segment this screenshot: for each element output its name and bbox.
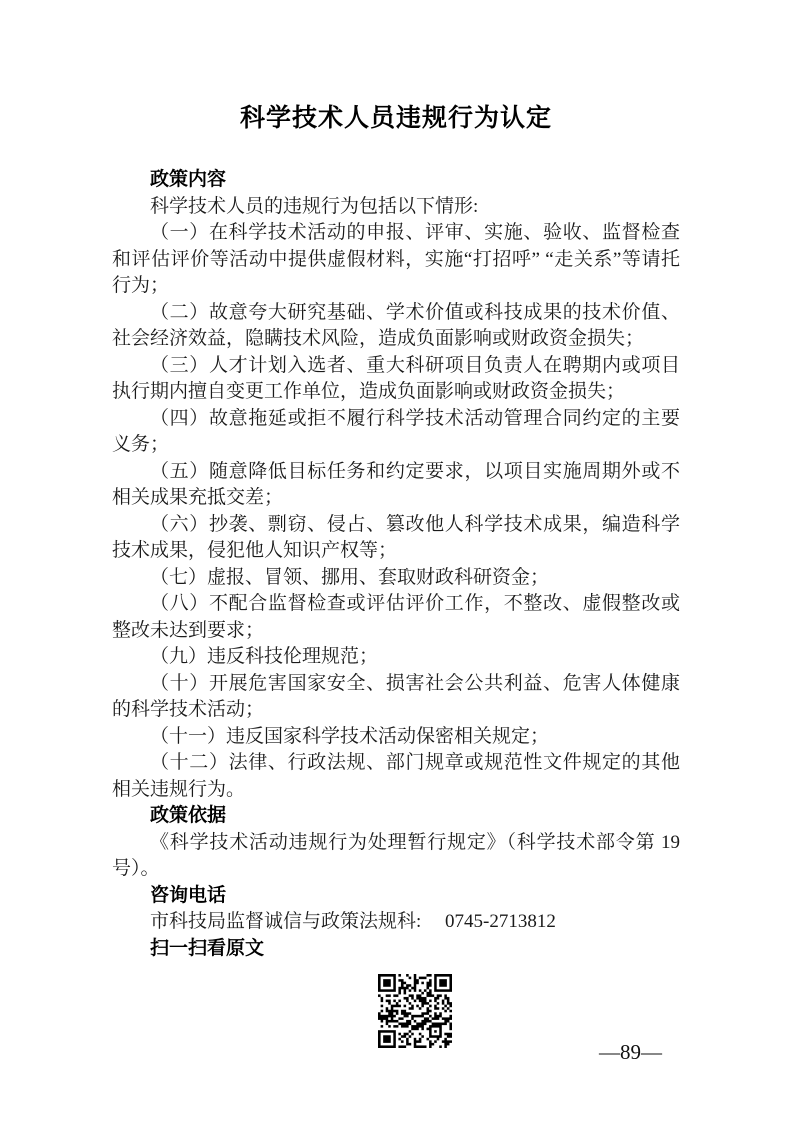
policy-item-10: （十）开展危害国家安全、损害社会公共利益、危害人体健康的科学技术活动； [112, 672, 680, 720]
policy-item-4: （四）故意拖延或拒不履行科学技术活动管理合同约定的主要义务； [112, 407, 680, 455]
page-title: 科学技术人员违规行为认定 [239, 105, 552, 132]
heading-policy-content: 政策内容 [150, 169, 227, 190]
policy-item-7: （七）虚报、冒领、挪用、套取财政科研资金； [150, 566, 550, 588]
consult-phone-text: 市科技局监督诚信与政策法规科: 0745-2713812 [150, 911, 556, 932]
policy-basis-text: 《科学技术活动违规行为处理暂行规定》（科学技术部令第 19 号）。 [112, 831, 685, 879]
policy-item-11: （十一）违反国家科学技术活动保密相关规定； [150, 725, 550, 747]
heading-policy-basis: 政策依据 [150, 805, 227, 826]
policy-item-1: （一）在科学技术活动的申报、评审、实施、验收、监督检查和评估评价等活动中提供虚假材料，实施“打招呼” “走关系”等请托行为； [112, 222, 680, 296]
policy-item-3: （三）人才计划入选者、重大科研项目负责人在聘期内或项目执行期内擅自变更工作单位，造成负面影响或财政资金损失； [112, 354, 680, 402]
page-number: —89— [599, 1040, 662, 1064]
qr-code [378, 974, 452, 1048]
policy-item-9: （九）违反科技伦理规范； [150, 646, 379, 667]
qr-code-icon [378, 974, 452, 1048]
heading-scan-qr: 扫一扫看原文 [150, 937, 265, 959]
policy-item-8: （八）不配合监督检查或评估评价工作，不整改、虚假整改或整改未达到要求； [112, 593, 680, 641]
policy-intro: 科学技术人员的违规行为包括以下情形: [150, 195, 479, 217]
policy-item-6: （六）抄袭、剽窃、侵占、篡改他人科学技术成果，编造科学技术成果，侵犯他人知识产权等； [112, 513, 680, 561]
heading-consult-phone: 咨询电话 [150, 884, 227, 906]
policy-item-2: （二）故意夸大研究基础、学术价值或科技成果的技术价值、社会经济效益，隐瞒技术风险，造成负面影响或财政资金损失； [112, 301, 680, 349]
policy-item-5: （五）随意降低目标任务和约定要求，以项目实施周期外或不相关成果充抵交差； [112, 460, 680, 508]
policy-item-12: （十二）法律、行政法规、部门规章或规范性文件规定的其他相关违规行为。 [112, 752, 680, 800]
